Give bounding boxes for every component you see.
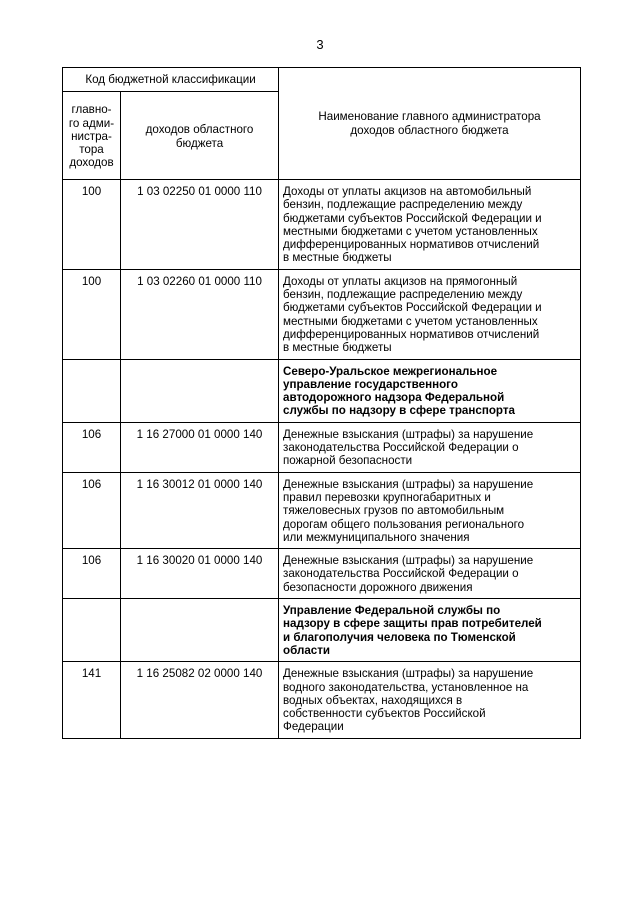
description-line: местными бюджетами с учетом установленных <box>283 314 538 328</box>
header-budget-classification-code: Код бюджетной классификации <box>63 68 279 92</box>
chief-administrator-code: 100 <box>63 269 121 359</box>
header-admin-line: доходов <box>69 156 114 170</box>
description-line: бензин, подлежащие распределению между <box>283 198 523 212</box>
table-row <box>63 662 581 738</box>
header-admin-line: главно- <box>71 103 112 117</box>
description-line: местными бюджетами с учетом установленных <box>283 224 538 238</box>
table-row <box>63 422 581 472</box>
income-classification-code: 1 03 02250 01 0000 110 <box>121 180 279 270</box>
description-line: законодательства Российской Федерации о <box>283 441 519 455</box>
description-line: или межмуниципального значения <box>283 530 470 544</box>
header-admin-line: го адми- <box>68 116 115 130</box>
description-line: области <box>283 643 331 657</box>
income-description <box>279 422 581 472</box>
description-line: дифференцированных нормативов отчислений <box>283 327 540 341</box>
budget-classification-table <box>62 67 581 739</box>
page-number: 3 <box>316 37 324 52</box>
chief-administrator-code: 106 <box>63 472 121 548</box>
income-description <box>279 269 581 359</box>
chief-administrator-code: 106 <box>63 422 121 472</box>
header-row-group <box>63 68 581 92</box>
description-line: Денежные взыскания (штрафы) за нарушение <box>283 477 534 491</box>
header-administrator-name <box>279 68 581 180</box>
income-description <box>279 662 581 738</box>
income-classification-code: 1 16 27000 01 0000 140 <box>121 422 279 472</box>
income-classification-code: 1 03 02260 01 0000 110 <box>121 269 279 359</box>
description-line: безопасности дорожного движения <box>283 580 473 594</box>
table-body <box>63 180 581 739</box>
table-header <box>63 68 581 180</box>
income-description <box>279 180 581 270</box>
income-classification-code: 1 16 25082 02 0000 140 <box>121 662 279 738</box>
description-line: водного законодательства, установленное на <box>283 680 529 694</box>
header-admin-line: нистра- <box>71 129 112 143</box>
description-line: правил перевозки крупногабаритных и <box>283 490 491 504</box>
income-description <box>279 472 581 548</box>
description-line: тяжеловесных грузов по автомобильным <box>283 504 505 518</box>
description-line: дифференцированных нормативов отчислений <box>283 238 540 252</box>
income-classification-code: 1 16 30012 01 0000 140 <box>121 472 279 548</box>
description-line: автодорожного надзора Федеральной <box>283 391 505 405</box>
description-line: дорогам общего пользования регионального <box>283 517 525 531</box>
table-row <box>63 599 581 662</box>
header-income-line: бюджета <box>175 136 224 150</box>
administrator-heading <box>279 599 581 662</box>
description-line: Доходы от уплаты акцизов на автомобильный <box>283 185 532 198</box>
chief-administrator-code: 106 <box>63 549 121 599</box>
table-row <box>63 269 581 359</box>
description-line: Управление Федеральной службы по <box>283 604 501 618</box>
description-line: Денежные взыскания (штрафы) за нарушение <box>283 667 534 681</box>
description-line: Федерации <box>283 720 344 734</box>
table-row <box>63 359 581 422</box>
header-income-line: доходов областного <box>145 123 254 137</box>
chief-administrator-code <box>63 599 121 662</box>
description-line: службы по надзору в сфере транспорта <box>283 404 515 418</box>
description-line: в местные бюджеты <box>283 341 392 355</box>
description-line: собственности субъектов Российской <box>283 707 486 721</box>
income-description <box>279 549 581 599</box>
income-classification-code <box>121 359 279 422</box>
income-classification-code <box>121 599 279 662</box>
description-line: надзору в сфере защиты прав потребителей <box>283 617 542 631</box>
header-regional-budget-income <box>121 92 279 180</box>
description-line: пожарной безопасности <box>283 454 413 468</box>
header-name-line: доходов областного бюджета <box>350 123 509 137</box>
table-row <box>63 472 581 548</box>
chief-administrator-code: 141 <box>63 662 121 738</box>
table-row <box>63 180 581 270</box>
description-line: Денежные взыскания (штрафы) за нарушение <box>283 427 534 441</box>
description-line: Денежные взыскания (штрафы) за нарушение <box>283 554 534 568</box>
description-line: Северо-Уральское межрегиональное <box>283 364 498 378</box>
description-line: бюджетами субъектов Российской Федерации и <box>283 211 542 225</box>
description-line: в местные бюджеты <box>283 251 392 265</box>
description-line: бензин, подлежащие распределению между <box>283 288 523 302</box>
header-admin-line: тора <box>79 143 104 157</box>
income-classification-code: 1 16 30020 01 0000 140 <box>121 549 279 599</box>
description-line: законодательства Российской Федерации о <box>283 567 519 581</box>
administrator-heading <box>279 359 581 422</box>
table-row <box>63 549 581 599</box>
header-chief-administrator <box>63 92 121 180</box>
chief-administrator-code <box>63 359 121 422</box>
description-line: управление государственного <box>283 377 458 391</box>
description-line: водных объектах, находящихся в <box>283 693 463 707</box>
header-name-line: Наименование главного администратора <box>318 110 541 124</box>
chief-administrator-code: 100 <box>63 180 121 270</box>
description-line: Доходы от уплаты акцизов на прямогонный <box>283 274 518 288</box>
description-line: бюджетами субъектов Российской Федерации и <box>283 301 542 315</box>
description-line: и благополучия человека по Тюменской <box>283 630 516 644</box>
